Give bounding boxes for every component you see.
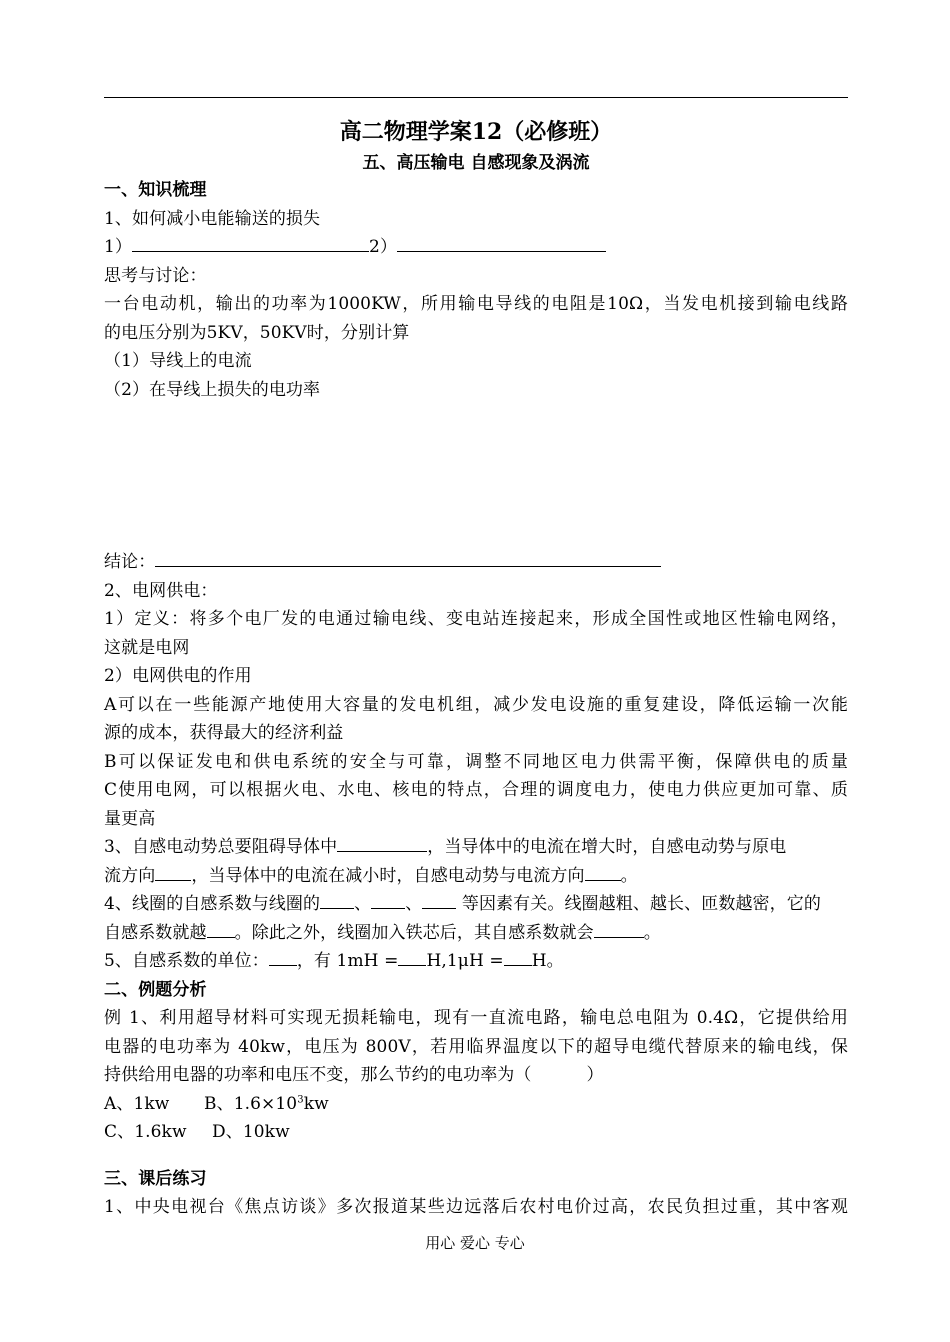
question-text: ，有 1mH = [296, 951, 399, 971]
answer-blank [371, 890, 405, 909]
answer-blank [398, 947, 426, 966]
page-footer: 用心 爱心 专心 [425, 1234, 525, 1252]
question-text: 自感系数就越 [104, 922, 207, 943]
question-3-cont [104, 862, 848, 891]
question-text: 。除此之外，线圈加入铁芯后，其自感系数就会 [234, 922, 594, 943]
question-text: ，当导体中的电流在增大时，自感电动势与原电 [427, 837, 787, 857]
role-item-b: B可以保证发电和供电系统的安全与可靠，调整不同地区电力供需平衡，保障供电的质量 [104, 751, 848, 772]
choice-b-text: B、1.6×10 [204, 1093, 298, 1114]
conclusion-label: 结论： [104, 552, 156, 572]
question-text: 。 [620, 865, 638, 886]
section-heading-1: 一、知识梳理 [104, 180, 207, 200]
choice-d: D、10kw [212, 1122, 290, 1142]
question-text: 。 [643, 922, 661, 943]
choice-b [204, 1090, 329, 1119]
choice-b-unit: kw [303, 1093, 329, 1114]
question-4 [104, 890, 848, 919]
example-text: 电器的电功率为 40kw，电压为 800V，若用临界温度以下的超导电缆代替原来的输电线，保 [104, 1036, 848, 1057]
question-text: 、 [405, 894, 423, 914]
blank-label-2: 2） [369, 237, 398, 257]
section-heading-2: 二、例题分析 [104, 979, 207, 1000]
question-text: 流方向 [104, 865, 156, 886]
question-4-cont [104, 919, 848, 948]
example-text: 例 1、利用超导材料可实现无损耗输电，现有一直流电路，输电总电阻为 0.4Ω，它提供给用 [104, 1008, 848, 1028]
answer-blank [155, 548, 661, 567]
role-item-c: C使用电网，可以根据火电、水电、核电的特点，合理的调度电力，使电力供应更加可靠、质 [104, 780, 848, 800]
question-text: 、 [354, 894, 372, 914]
question-1: 1、如何减小电能输送的损失 [104, 208, 321, 229]
definition-text: 这就是电网 [104, 637, 190, 658]
question-1-blanks [104, 233, 848, 262]
sub-question: （2）在导线上损失的电功率 [104, 379, 321, 400]
choice-c: C、1.6kw [104, 1122, 187, 1142]
section-heading-3: 三、课后练习 [104, 1168, 207, 1189]
problem-text: 一台电动机，输出的功率为1000KW，所用输电导线的电阻是10Ω，当发电机接到输电线路 [104, 294, 848, 314]
question-text: 3、自感电动势总要阻碍导体中 [104, 837, 338, 857]
practice-text: 1、中央电视台《焦点访谈》多次报道某些边远落后农村电价过高，农民负担过重，其中客观 [104, 1197, 848, 1217]
answer-blank [504, 947, 532, 966]
choice-row [104, 1118, 848, 1147]
answer-blank [594, 919, 644, 938]
header-rule [104, 97, 848, 98]
answer-blank [155, 862, 191, 881]
role-item-a: A可以在一些能源产地使用大容量的发电机组，减少发电设施的重复建设，降低运输一次能 [104, 694, 848, 715]
role-item-c: 量更高 [104, 808, 156, 829]
blank-label-1: 1） [104, 237, 133, 257]
question-3 [104, 833, 848, 862]
choice-a: A、1kw [104, 1093, 170, 1114]
answer-blank [337, 833, 427, 852]
conclusion-line [104, 548, 848, 577]
sub-question: （1）导线上的电流 [104, 351, 252, 371]
answer-blank [397, 233, 606, 252]
role-heading: 2）电网供电的作用 [104, 666, 252, 686]
question-text: 等因素有关。线圈越粗、越长、匝数越密，它的 [456, 894, 821, 914]
question-5 [104, 947, 848, 976]
role-item-a: 源的成本，获得最大的经济利益 [104, 723, 344, 743]
question-2: 2、电网供电： [104, 580, 218, 601]
answer-space [104, 404, 848, 548]
page-subtitle: 五、高压输电 自感现象及涡流 [362, 153, 590, 173]
definition-text: 1）定义：将多个电厂发的电通过输电线、变电站连接起来，形成全国性或地区性输电网络， [104, 609, 848, 629]
question-text: 5、自感系数的单位： [104, 951, 269, 971]
question-text: H。 [531, 951, 564, 971]
question-text: 4、线圈的自感系数与线圈的 [104, 894, 321, 914]
think-label: 思考与讨论： [104, 265, 207, 286]
spacer [104, 1147, 848, 1165]
answer-blank [585, 862, 621, 881]
document-body [104, 114, 848, 1222]
page-title: 高二物理学案12（必修班） [339, 119, 613, 145]
answer-blank [320, 890, 354, 909]
question-text: H,1μH = [426, 951, 504, 971]
choice-b-exponent: 3 [297, 1093, 304, 1105]
question-text: ，当导体中的电流在减小时，自感电动势与电流方向 [191, 865, 585, 886]
choice-row [104, 1090, 848, 1119]
example-text: 持供给用电器的功率和电压不变，那么节约的电功率为（ ） [104, 1065, 604, 1085]
answer-blank [207, 919, 235, 938]
answer-blank [269, 947, 297, 966]
answer-blank [132, 233, 369, 252]
problem-text: 的电压分别为5KV，50KV时，分别计算 [104, 322, 410, 343]
answer-blank [422, 890, 456, 909]
